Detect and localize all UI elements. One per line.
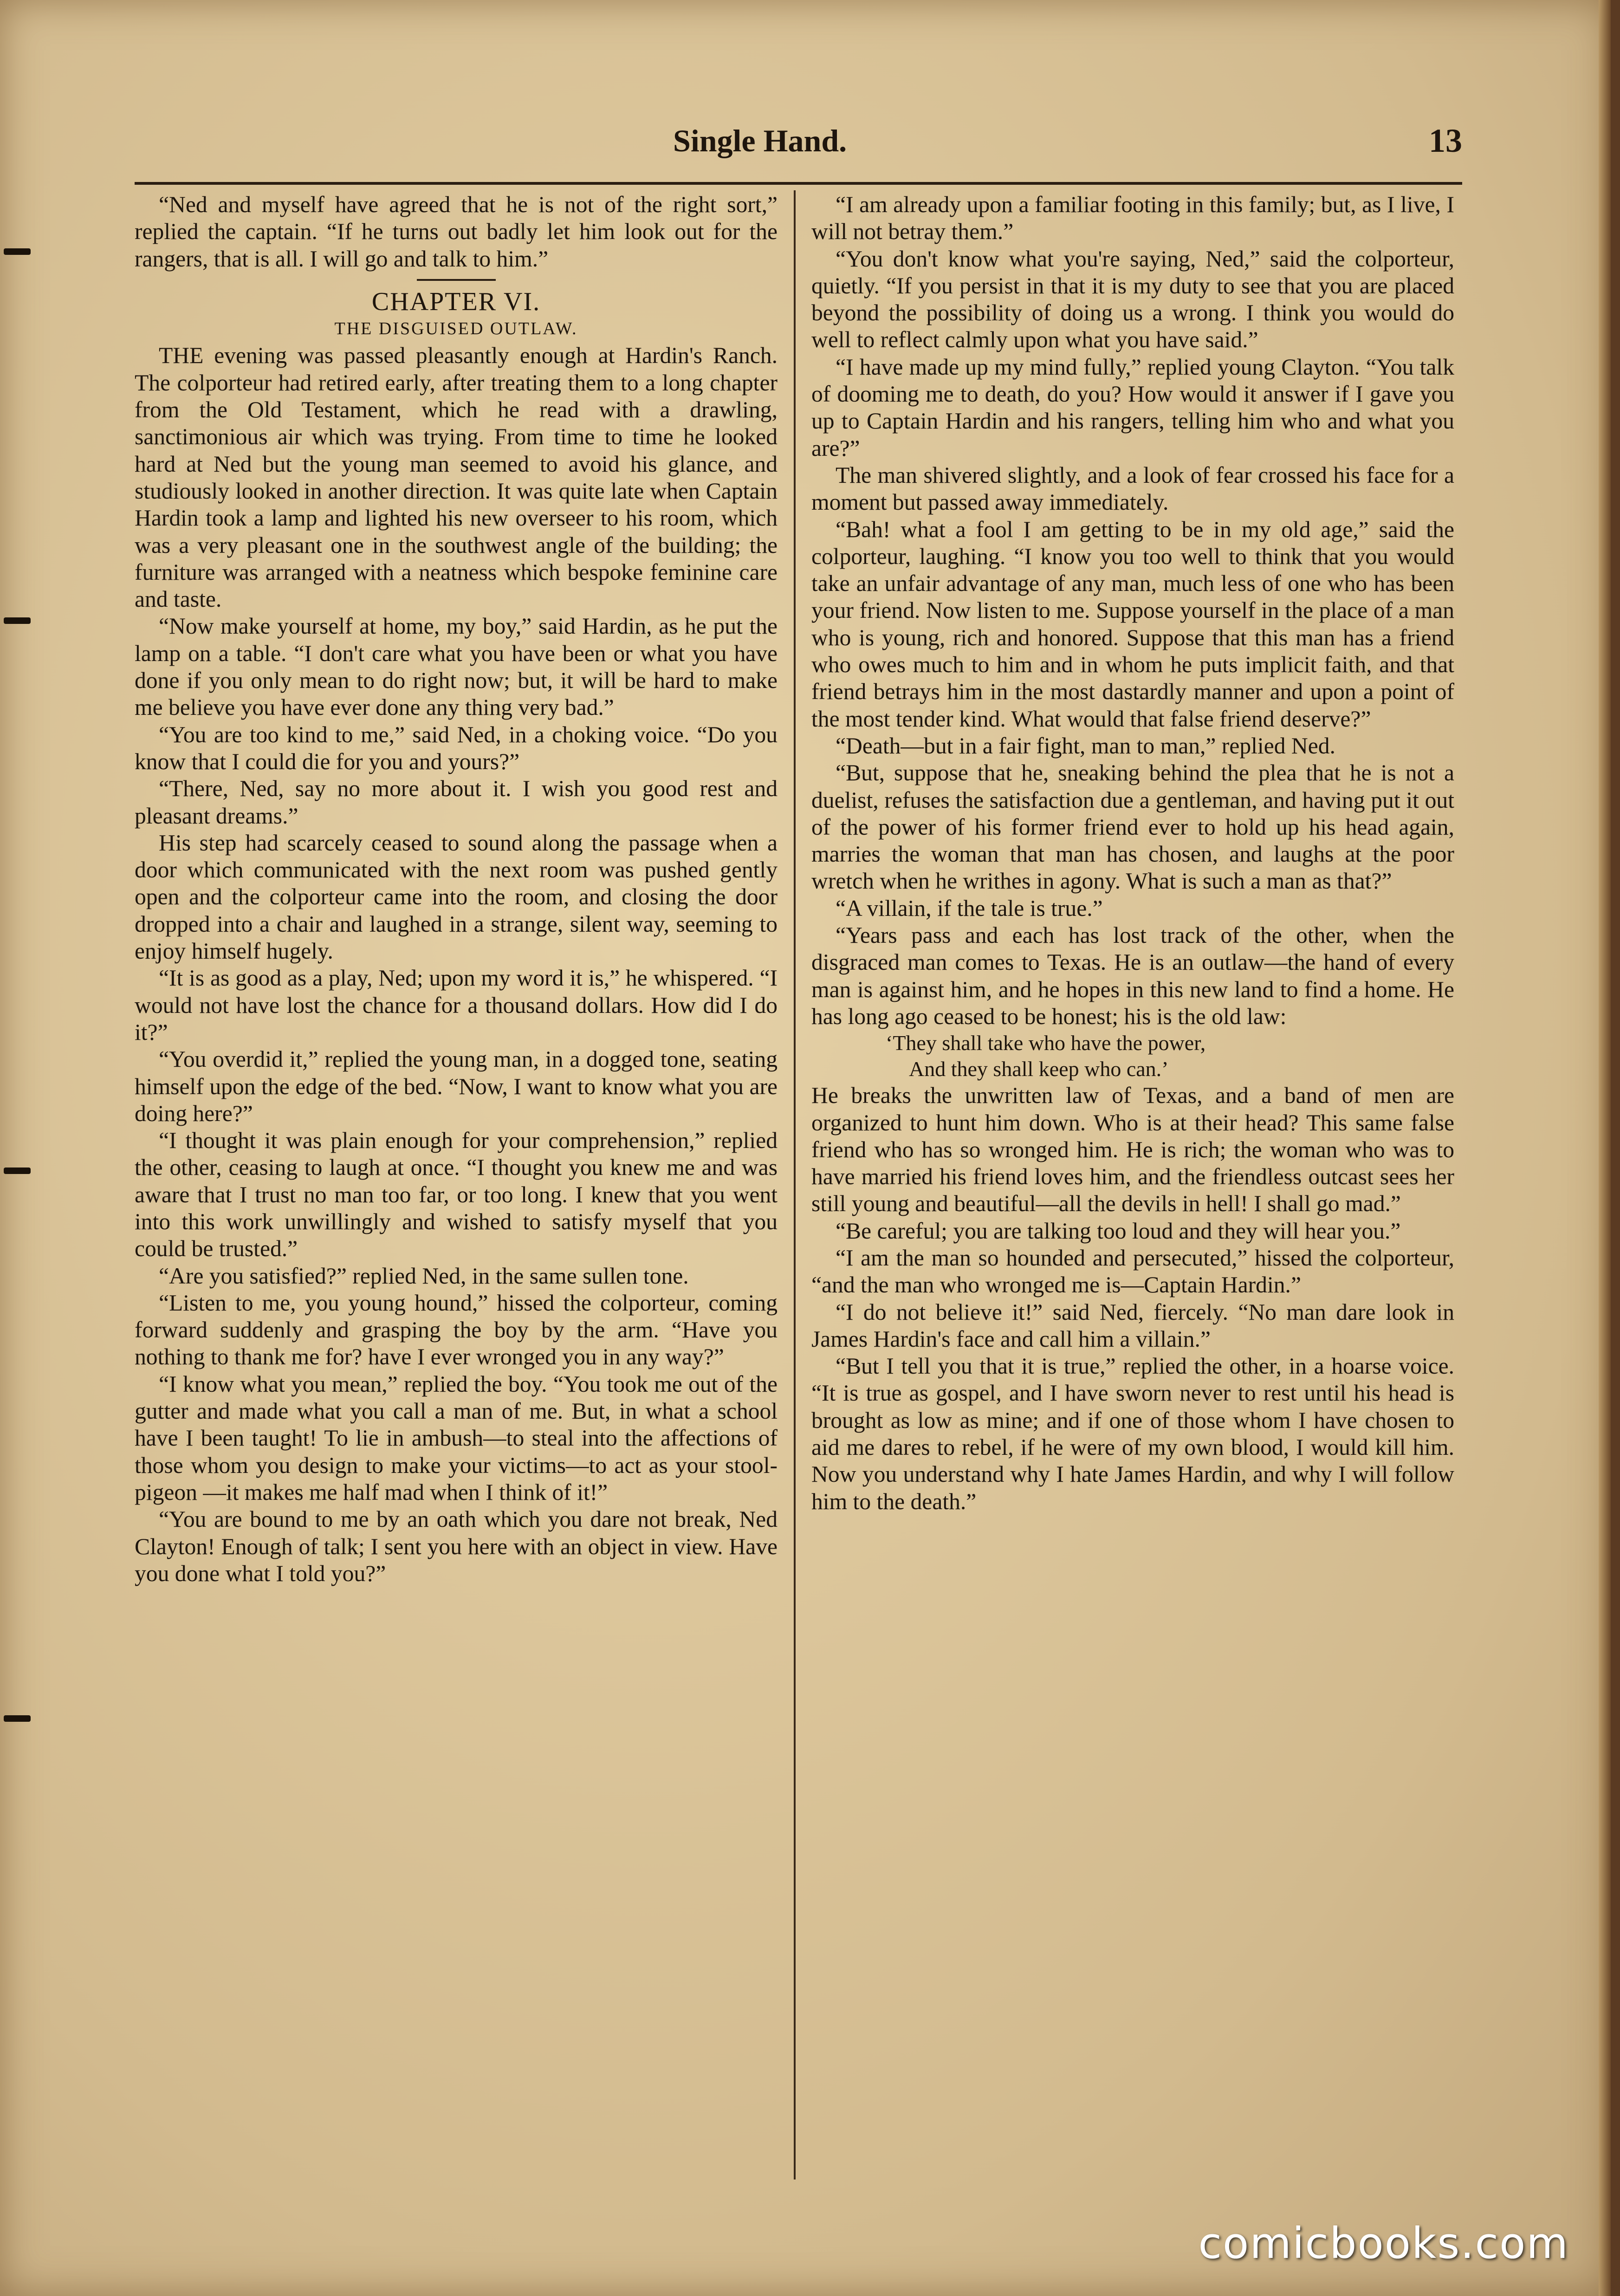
paragraph: “A villain, if the tale is true.” [836,895,1103,921]
binding-stitch [4,1167,31,1174]
paragraph: The man shivered slightly, and a look of fear crossed his face for a moment but passed away immediately. [811,462,1454,515]
paragraph: “It is as good as a play, Ned; upon my word it is,” he whispered. “I would not have lost the chance for a thousand dollars. How did I do it?” [135,965,778,1045]
paragraph: “Bah! what a fool I am getting to be in my old age,” said the colporteur, laughing. “I know you too well to think that you would take an unfair advantage of any man, much less of one who has been your friend. Now listen to me. Suppose yourself in the place of a man who is young, rich and honored. Suppose that this man has a friend who owes much to him and in whom he puts implicit faith, and that friend betrays him in the most dastardly manner and upon a point of the most tender kind. What would that false friend deserve?” [811,516,1454,732]
paragraph: “Years pass and each has lost track of the other, when the disgraced man comes to Texas. He is an outlaw—the hand of every man is against him, and he hopes in this new land to find a home. He has long ago ceased to be honest; his is the old law: [811,922,1454,1029]
watermark: comicbooks.com [1198,2218,1569,2268]
chapter-subtitle: THE DISGUISED OUTLAW. [334,319,578,339]
paragraph: “You are too kind to me,” said Ned, in a choking voice. “Do you know that I could die for you and yours?” [135,721,778,774]
binding-stitch [4,248,31,255]
paragraph: “Be careful; you are talking too loud and they will hear you.” [836,1218,1401,1244]
binding-stitch [4,1715,31,1722]
paragraph: “I am already upon a familiar footing in this family; but, as I live, I will not betray them.” [811,192,1454,245]
column-divider [794,190,796,2179]
paragraph: “I know what you mean,” replied the boy. “You took me out of the gutter and made what you call a man of me. But, in what a school have I been taught! To lie in ambush—to steal into the affections of those whom you design to make your victims—to act as your stool-pigeon —it makes me half mad when I think of it!” [135,1371,778,1505]
paragraph: “You don't know what you're saying, Ned,” said the colporteur, quietly. “If you persist in that it is my duty to see that you are placed beyond the possibility of doing us a wrong. I think you would do well to reflect calmly upon what you have said.” [811,246,1454,353]
paragraph: His step had scarcely ceased to sound along the passage when a door which communicated with the next room was pushed gently open and the colporteur came into the room, and closing the door dropped into a chair and laughed in a strange, silent way, seeming to enjoy himself hugely. [135,830,778,964]
paragraph: He breaks the unwritten law of Texas, and a band of men are organized to hunt him down. Who is at their head? This same false friend who has so wronged him. He is rich; the woman who was to have married his friend loves him, and the friendless outcast sees her still young and beautiful—all the devils in hell! I shall go mad.” [811,1083,1454,1217]
paragraph: “Now make yourself at home, my boy,” said Hardin, as he put the lamp on a table. “I don't care what you have been or what you have done if you only mean to do right now; but, it will be hard to make me believe you have ever done any thing very bad.” [135,613,778,720]
running-header [135,117,1462,163]
paragraph: “I thought it was plain enough for your comprehension,” replied the other, ceasing to laugh at once. “I thought you knew me and was aware that I trust no man too far, or too long. I knew that you went into this work unwillingly and wished to satisfy myself that you could be trusted.” [135,1128,778,1262]
paragraph: “You are bound to me by an oath which you dare not break, Ned Clayton! Enough of talk; I sent you here with an object in view. Have you done what I told you?” [135,1506,778,1586]
header-rule [135,182,1462,185]
left-column [135,191,778,2197]
paragraph: THE evening was passed pleasantly enough at Hardin's Ranch. The colporteur had retired early, after treating them to a long chapter from the Old Testament, which he read with a drawling, sanctimonious air which was trying. From time to time he looked hard at Ned but the young man seemed to avoid his glance, and studiously looked in another direction. It was quite late when Captain Hardin took a lamp and lighted his new overseer to his room, which was a very pleasant one in the southwest angle of the building; the furniture was arranged with a neatness which bespoke feminine care and taste. [135,343,778,612]
right-column [811,191,1454,2197]
paragraph: “Death—but in a fair fight, man to man,” replied Ned. [836,733,1335,759]
binding-stitch [4,617,31,624]
verse-line: And they shall keep who can.’ [909,1057,1169,1081]
chapter-heading: CHAPTER VI. [371,287,541,316]
paragraph: “Listen to me, you young hound,” hissed the colporteur, coming forward suddenly and grasping the boy by the arm. “Have you nothing to thank me for? have I ever wronged you in any way?” [135,1290,778,1370]
paragraph: “But I tell you that it is true,” replied the other, in a hoarse voice. “It is true as gospel, and I have sworn never to rest until his head is brought as low as mine; and if one of those whom I have chosen to aid me dares to rebel, if he were of my own blood, I would kill him. Now you understand why I hate James Hardin, and why I will follow him to the death.” [811,1353,1454,1514]
paragraph: “There, Ned, say no more about it. I wish you good rest and pleasant dreams.” [135,776,778,829]
paragraph: “I do not believe it!” said Ned, fiercely. “No man dare look in James Hardin's face and call him a villain.” [811,1299,1454,1352]
paragraph: “Ned and myself have agreed that he is not of the right sort,” replied the captain. “If he turns out badly let him look out for the rangers, that is all. I will go and talk to him.” [135,192,778,272]
paragraph: “Are you satisfied?” replied Ned, in the same sullen tone. [159,1263,689,1289]
verse-line: ‘They shall take who have the power, [886,1031,1206,1055]
section-divider [417,279,496,281]
page-edge [1599,0,1611,2296]
running-title: Single Hand. [673,123,847,158]
paragraph: “You overdid it,” replied the young man, in a dogged tone, seating himself upon the edge of the bed. “Now, I want to know what you are doing here?” [135,1046,778,1126]
page-number: 13 [1429,122,1462,159]
paragraph: “I am the man so hounded and persecuted,” hissed the colporteur, “and the man who wronged me is—Captain Hardin.” [811,1245,1454,1298]
paragraph: “I have made up my mind fully,” replied young Clayton. “You talk of dooming me to death, do you? How would it answer if I gave you up to Captain Hardin and his rangers, telling him who and what you are?” [811,354,1454,461]
paragraph: “But, suppose that he, sneaking behind the plea that he is not a duelist, refuses the satisfaction due a gentleman, and having put it out of the power of his former friend ever to hold up his head again, marries the woman that man has chosen, and laughs at the poor wretch when he writhes in agony. What is such a man as that?” [811,760,1454,894]
